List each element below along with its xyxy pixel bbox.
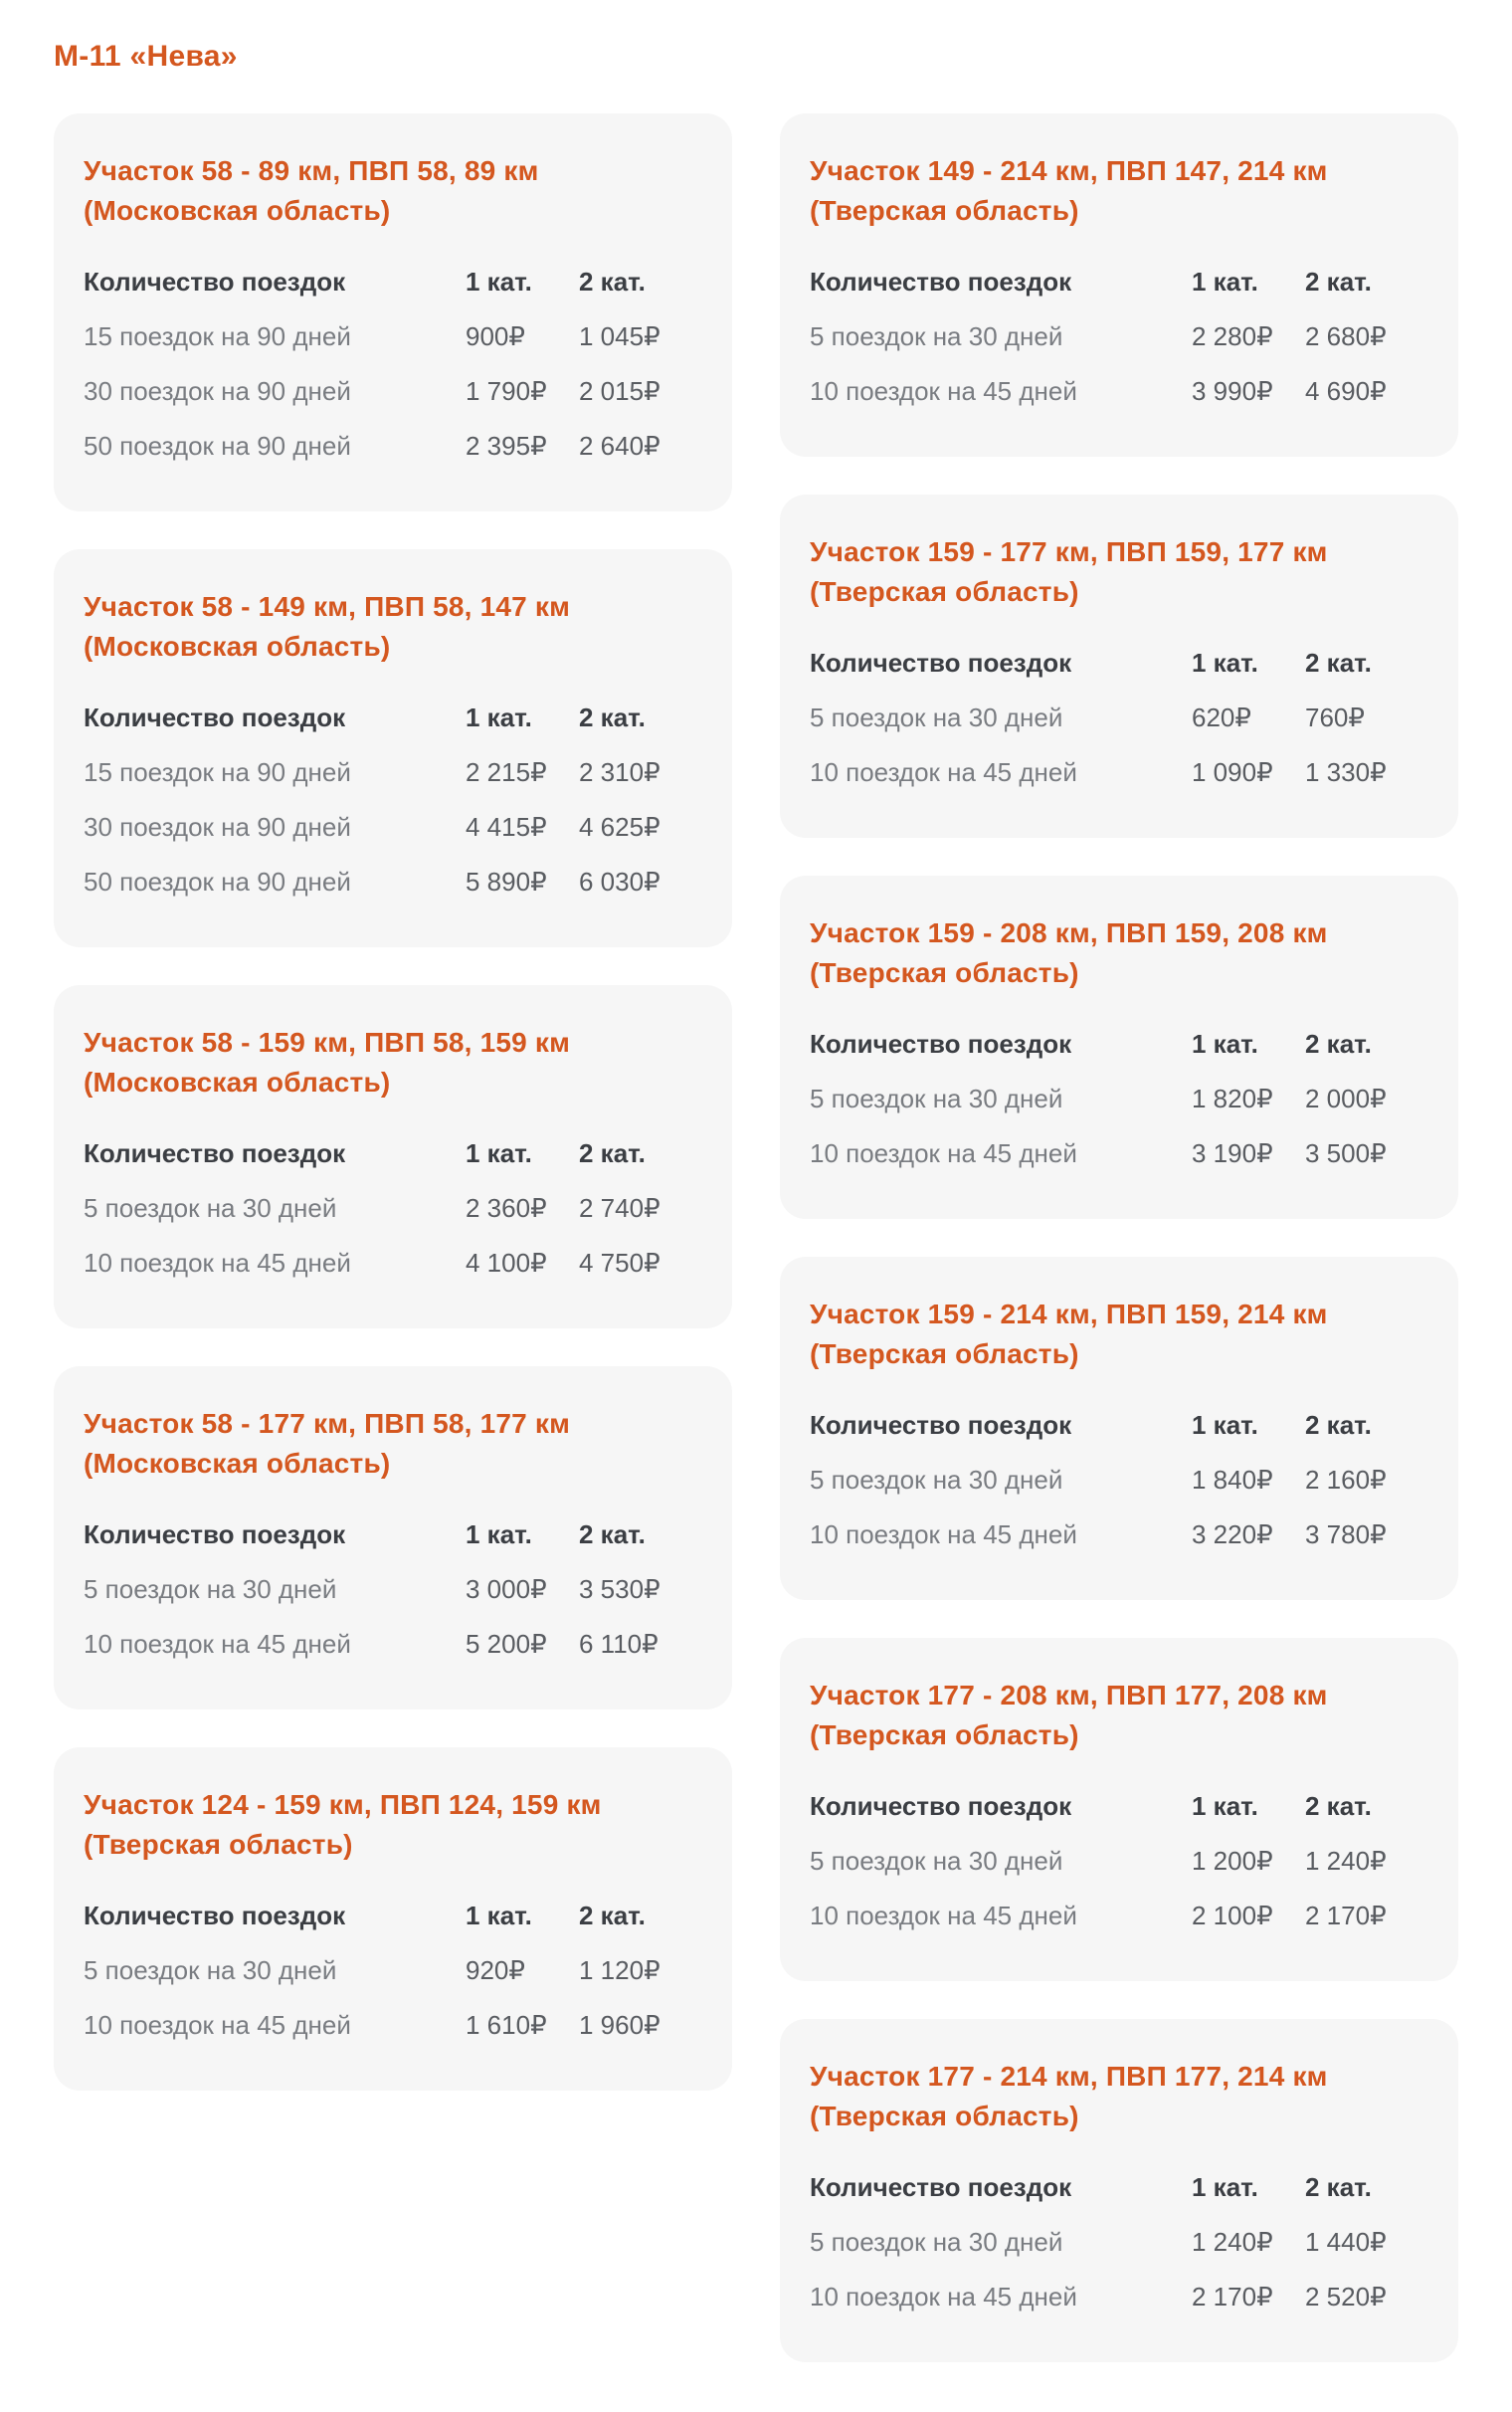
tariff-table	[810, 1779, 1428, 1943]
cat2-column-header: 2 кат.	[1305, 1029, 1372, 1059]
price-cat1: 3 190₽	[1192, 1138, 1273, 1168]
tariff-card	[54, 1366, 732, 1709]
trips-column-header: Количество поездок	[84, 1138, 346, 1168]
price-cat2: 760₽	[1305, 703, 1365, 732]
table-row	[84, 855, 702, 909]
trip-count: 10 поездок на 45 дней	[84, 1248, 351, 1278]
cat1-column-header: 1 кат.	[1192, 648, 1258, 678]
price-cat2: 2 000₽	[1305, 1084, 1387, 1113]
price-cat1: 2 100₽	[1192, 1901, 1273, 1930]
trip-count: 10 поездок на 45 дней	[810, 1901, 1077, 1930]
card-title	[84, 1023, 702, 1103]
tariff-table	[810, 636, 1428, 800]
trip-count: 5 поездок на 30 дней	[810, 321, 1063, 351]
trip-count: 5 поездок на 30 дней	[84, 1574, 337, 1604]
card-section: Участок 159 - 208 км, ПВП 159, 208 км	[810, 917, 1328, 948]
card-title	[84, 151, 702, 231]
trip-count: 30 поездок на 90 дней	[84, 812, 351, 842]
tariff-table	[810, 2160, 1428, 2324]
tariff-table	[84, 1126, 702, 1291]
table-header-row	[810, 636, 1428, 691]
price-cat2: 1 440₽	[1305, 2227, 1387, 2257]
table-row	[84, 1236, 702, 1291]
trip-count: 5 поездок на 30 дней	[810, 1846, 1063, 1876]
card-region: (Тверская область)	[810, 1719, 1079, 1750]
price-cat1: 2 280₽	[1192, 321, 1273, 351]
tariff-card	[780, 113, 1458, 457]
tariff-table	[810, 1017, 1428, 1181]
card-region: (Тверская область)	[810, 576, 1079, 607]
price-cat2: 2 310₽	[579, 757, 661, 787]
trip-count: 5 поездок на 30 дней	[84, 1955, 337, 1985]
trips-column-header: Количество поездок	[810, 1410, 1072, 1440]
trip-count: 50 поездок на 90 дней	[84, 867, 351, 897]
cat2-column-header: 2 кат.	[1305, 1791, 1372, 1821]
table-header-row	[84, 691, 702, 745]
tariff-card	[780, 1257, 1458, 1600]
price-cat1: 5 200₽	[466, 1629, 547, 1659]
price-cat2: 2 740₽	[579, 1193, 661, 1223]
price-cat1: 2 170₽	[1192, 2282, 1273, 2312]
card-section: Участок 159 - 177 км, ПВП 159, 177 км	[810, 536, 1328, 567]
card-region: (Московская область)	[84, 1448, 391, 1479]
card-region: (Московская область)	[84, 631, 391, 662]
trip-count: 10 поездок на 45 дней	[810, 376, 1077, 406]
card-section: Участок 58 - 149 км, ПВП 58, 147 км	[84, 591, 571, 622]
trips-column-header: Количество поездок	[84, 1519, 346, 1549]
trips-column-header: Количество поездок	[810, 1791, 1072, 1821]
price-cat2: 1 240₽	[1305, 1846, 1387, 1876]
table-row	[810, 1126, 1428, 1181]
table-row	[84, 309, 702, 364]
price-cat1: 2 360₽	[466, 1193, 547, 1223]
table-row	[84, 1562, 702, 1617]
cat2-column-header: 2 кат.	[1305, 267, 1372, 297]
cat2-column-header: 2 кат.	[579, 703, 646, 732]
cat1-column-header: 1 кат.	[466, 703, 532, 732]
card-title	[810, 1676, 1428, 1755]
cat1-column-header: 1 кат.	[1192, 1410, 1258, 1440]
trips-column-header: Количество поездок	[84, 703, 346, 732]
table-row	[84, 745, 702, 800]
price-cat2: 3 530₽	[579, 1574, 661, 1604]
trips-column-header: Количество поездок	[810, 2172, 1072, 2202]
table-row	[84, 419, 702, 474]
tariff-card	[54, 113, 732, 511]
price-cat1: 3 990₽	[1192, 376, 1273, 406]
price-cat2: 1 045₽	[579, 321, 661, 351]
trip-count: 10 поездок на 45 дней	[810, 757, 1077, 787]
card-section: Участок 124 - 159 км, ПВП 124, 159 км	[84, 1789, 602, 1820]
card-region: (Тверская область)	[810, 2101, 1079, 2131]
card-section: Участок 149 - 214 км, ПВП 147, 214 км	[810, 155, 1328, 186]
price-cat1: 4 415₽	[466, 812, 547, 842]
table-row	[84, 364, 702, 419]
cat1-column-header: 1 кат.	[466, 267, 532, 297]
price-cat1: 1 240₽	[1192, 2227, 1273, 2257]
table-row	[84, 1998, 702, 2053]
trips-column-header: Количество поездок	[810, 267, 1072, 297]
tariff-table	[84, 1508, 702, 1672]
card-section: Участок 58 - 159 км, ПВП 58, 159 км	[84, 1027, 571, 1058]
price-cat2: 1 960₽	[579, 2010, 661, 2040]
table-row	[84, 800, 702, 855]
card-region: (Московская область)	[84, 195, 391, 226]
tariff-table	[84, 691, 702, 909]
card-title	[810, 532, 1428, 612]
price-cat2: 6 110₽	[579, 1629, 659, 1659]
price-cat1: 1 840₽	[1192, 1465, 1273, 1495]
cards-layout	[54, 113, 1458, 2362]
table-header-row	[810, 2160, 1428, 2215]
price-cat2: 1 120₽	[579, 1955, 661, 1985]
price-cat2: 4 750₽	[579, 1248, 661, 1278]
tariff-table	[810, 255, 1428, 419]
price-cat1: 1 820₽	[1192, 1084, 1273, 1113]
price-cat1: 4 100₽	[466, 1248, 547, 1278]
cat2-column-header: 2 кат.	[1305, 1410, 1372, 1440]
trips-column-header: Количество поездок	[810, 648, 1072, 678]
price-cat1: 920₽	[466, 1955, 525, 1985]
trip-count: 10 поездок на 45 дней	[810, 1519, 1077, 1549]
trips-column-header: Количество поездок	[810, 1029, 1072, 1059]
table-row	[810, 1508, 1428, 1562]
table-header-row	[810, 255, 1428, 309]
cat1-column-header: 1 кат.	[466, 1138, 532, 1168]
tariff-card	[780, 1638, 1458, 1981]
price-cat2: 4 690₽	[1305, 376, 1387, 406]
tariff-card	[780, 495, 1458, 838]
trip-count: 10 поездок на 45 дней	[84, 2010, 351, 2040]
card-region: (Тверская область)	[810, 957, 1079, 988]
trip-count: 30 поездок на 90 дней	[84, 376, 351, 406]
tariff-card	[54, 549, 732, 947]
table-row	[810, 745, 1428, 800]
price-cat1: 1 610₽	[466, 2010, 547, 2040]
table-row	[810, 691, 1428, 745]
cat1-column-header: 1 кат.	[1192, 267, 1258, 297]
price-cat1: 2 215₽	[466, 757, 547, 787]
table-row	[84, 1943, 702, 1998]
price-cat1: 3 220₽	[1192, 1519, 1273, 1549]
card-title	[810, 1295, 1428, 1374]
trip-count: 15 поездок на 90 дней	[84, 321, 351, 351]
trip-count: 5 поездок на 30 дней	[810, 1084, 1063, 1113]
price-cat1: 900₽	[466, 321, 525, 351]
table-header-row	[810, 1779, 1428, 1834]
cat1-column-header: 1 кат.	[1192, 2172, 1258, 2202]
table-header-row	[84, 1889, 702, 1943]
card-title	[84, 1404, 702, 1484]
price-cat2: 3 780₽	[1305, 1519, 1387, 1549]
tariff-card	[54, 1747, 732, 2091]
trip-count: 50 поездок на 90 дней	[84, 431, 351, 461]
trips-column-header: Количество поездок	[84, 1901, 346, 1930]
card-title	[84, 1785, 702, 1865]
table-header-row	[810, 1398, 1428, 1453]
price-cat1: 3 000₽	[466, 1574, 547, 1604]
price-cat2: 2 015₽	[579, 376, 661, 406]
cat2-column-header: 2 кат.	[579, 267, 646, 297]
card-title	[810, 2057, 1428, 2136]
price-cat1: 5 890₽	[466, 867, 547, 897]
price-cat2: 2 520₽	[1305, 2282, 1387, 2312]
table-row	[810, 364, 1428, 419]
trip-count: 5 поездок на 30 дней	[810, 1465, 1063, 1495]
cat1-column-header: 1 кат.	[1192, 1029, 1258, 1059]
table-row	[810, 2270, 1428, 2324]
price-cat2: 2 170₽	[1305, 1901, 1387, 1930]
price-cat2: 4 625₽	[579, 812, 661, 842]
price-cat1: 1 090₽	[1192, 757, 1273, 787]
price-cat2: 2 640₽	[579, 431, 661, 461]
card-title	[810, 913, 1428, 993]
tariff-card	[54, 985, 732, 1328]
price-cat1: 620₽	[1192, 703, 1251, 732]
tariff-card	[780, 2019, 1458, 2362]
price-cat1: 1 790₽	[466, 376, 547, 406]
price-cat2: 3 500₽	[1305, 1138, 1387, 1168]
price-cat1: 2 395₽	[466, 431, 547, 461]
table-header-row	[84, 1126, 702, 1181]
price-cat1: 1 200₽	[1192, 1846, 1273, 1876]
cards-column-right	[780, 113, 1458, 2362]
table-row	[810, 1834, 1428, 1889]
card-title	[810, 151, 1428, 231]
cat1-column-header: 1 кат.	[466, 1901, 532, 1930]
price-cat2: 6 030₽	[579, 867, 661, 897]
cat2-column-header: 2 кат.	[579, 1901, 646, 1930]
cat2-column-header: 2 кат.	[579, 1138, 646, 1168]
card-region: (Тверская область)	[810, 1338, 1079, 1369]
card-region: (Тверская область)	[810, 195, 1079, 226]
trips-column-header: Количество поездок	[84, 267, 346, 297]
card-section: Участок 159 - 214 км, ПВП 159, 214 км	[810, 1299, 1328, 1329]
table-row	[810, 1072, 1428, 1126]
tariff-card	[780, 876, 1458, 1219]
trip-count: 5 поездок на 30 дней	[84, 1193, 337, 1223]
card-section: Участок 177 - 208 км, ПВП 177, 208 км	[810, 1680, 1328, 1710]
cat2-column-header: 2 кат.	[1305, 2172, 1372, 2202]
trip-count: 10 поездок на 45 дней	[810, 2282, 1077, 2312]
cat1-column-header: 1 кат.	[466, 1519, 532, 1549]
price-cat2: 1 330₽	[1305, 757, 1387, 787]
cat2-column-header: 2 кат.	[1305, 648, 1372, 678]
tariff-table	[84, 255, 702, 474]
table-row	[810, 1453, 1428, 1508]
tariff-table	[84, 1889, 702, 2053]
card-region: (Московская область)	[84, 1067, 391, 1098]
card-title	[84, 587, 702, 667]
table-header-row	[84, 255, 702, 309]
page-title: М-11 «Нева»	[54, 40, 238, 73]
card-section: Участок 58 - 89 км, ПВП 58, 89 км	[84, 155, 539, 186]
tariff-table	[810, 1398, 1428, 1562]
card-section: Участок 58 - 177 км, ПВП 58, 177 км	[84, 1408, 571, 1439]
cat2-column-header: 2 кат.	[579, 1519, 646, 1549]
trip-count: 5 поездок на 30 дней	[810, 2227, 1063, 2257]
cards-column-left	[54, 113, 732, 2091]
trip-count: 10 поездок на 45 дней	[84, 1629, 351, 1659]
trip-count: 10 поездок на 45 дней	[810, 1138, 1077, 1168]
table-header-row	[810, 1017, 1428, 1072]
trip-count: 15 поездок на 90 дней	[84, 757, 351, 787]
table-header-row	[84, 1508, 702, 1562]
table-row	[84, 1617, 702, 1672]
price-cat2: 2 680₽	[1305, 321, 1387, 351]
card-section: Участок 177 - 214 км, ПВП 177, 214 км	[810, 2061, 1328, 2092]
table-row	[810, 309, 1428, 364]
table-row	[810, 2215, 1428, 2270]
table-row	[84, 1181, 702, 1236]
price-cat2: 2 160₽	[1305, 1465, 1387, 1495]
trip-count: 5 поездок на 30 дней	[810, 703, 1063, 732]
cat1-column-header: 1 кат.	[1192, 1791, 1258, 1821]
card-region: (Тверская область)	[84, 1829, 353, 1860]
table-row	[810, 1889, 1428, 1943]
